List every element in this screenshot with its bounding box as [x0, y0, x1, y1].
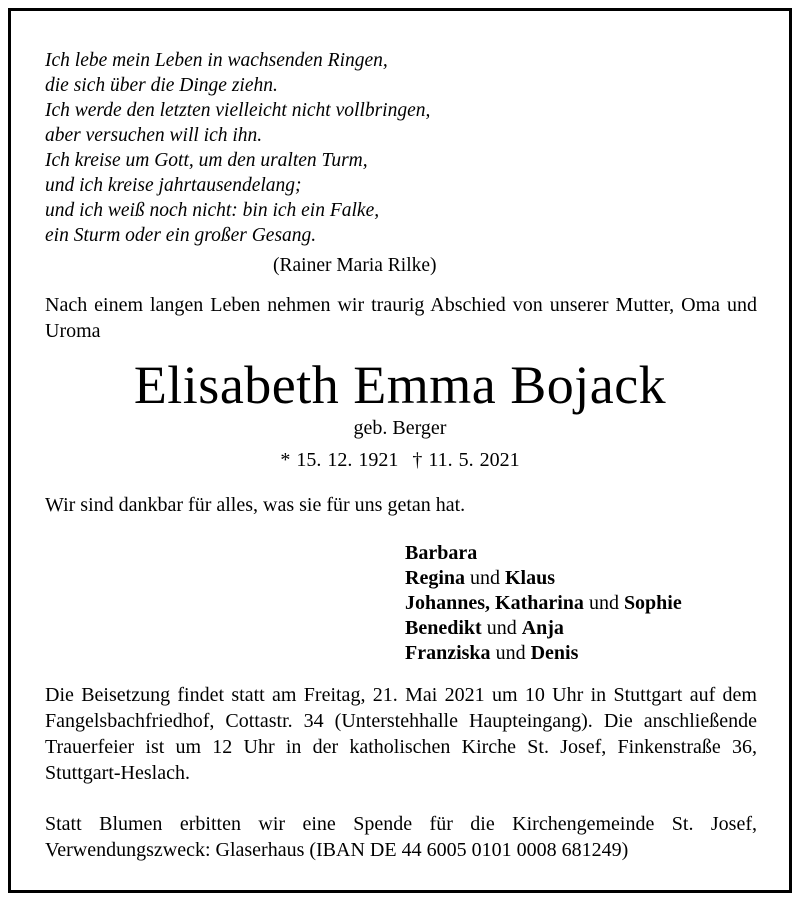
mourner-row: [405, 616, 682, 641]
mourner-row: [405, 541, 682, 566]
mourner-name: Johannes: [405, 592, 486, 614]
poem-line: die sich über die Dinge ziehn.: [45, 75, 278, 96]
conjunction: und: [486, 617, 517, 639]
obituary-frame: [8, 8, 792, 893]
gratitude-text: Wir sind dankbar für alles, was sie für uns getan hat.: [45, 494, 466, 516]
poem-author: (Rainer Maria Rilke): [273, 255, 437, 276]
mourner-name: Regina: [405, 567, 465, 589]
donation-notice: Statt Blumen erbitten wir eine Spende für die Kirchengemeinde St. Josef, Verwendungszweck: Glaserhaus (IBAN DE 44 6005 0101 0008 681249): [45, 813, 757, 861]
mourner-name: Benedikt: [405, 617, 482, 639]
mourners-list: [405, 541, 682, 666]
mourner-row: [405, 641, 682, 666]
conjunction: und: [470, 567, 500, 589]
mourner-name: Sophie: [623, 592, 682, 614]
maiden-name: geb. Berger: [353, 417, 447, 439]
mourner-row: [405, 591, 682, 616]
conjunction: und: [495, 642, 526, 664]
birth-date: * 15. 12. 1921: [280, 449, 399, 471]
deceased-name: Elisabeth Emma Bojack: [133, 355, 667, 415]
mourner-row: [405, 566, 682, 591]
poem: [45, 48, 430, 248]
poem-line: Ich lebe mein Leben in wachsenden Ringen,: [45, 50, 388, 71]
life-dates: [11, 449, 789, 472]
comma: ,: [485, 592, 491, 614]
mourner-name: Franziska: [405, 642, 491, 664]
poem-line: und ich weiß noch nicht: bin ich ein Falke,: [45, 200, 380, 221]
intro-text: Nach einem langen Leben nehmen wir traurig Abschied von unserer Mutter, Oma und Uroma: [45, 294, 757, 342]
mourner-name: Klaus: [505, 567, 556, 589]
poem-line: Ich kreise um Gott, um den uralten Turm,: [45, 150, 368, 171]
poem-line: ein Sturm oder ein großer Gesang.: [45, 225, 317, 246]
poem-line: und ich kreise jahrtausendelang;: [45, 175, 302, 196]
mourner-name: Denis: [530, 642, 579, 664]
poem-line: Ich werde den letzten vielleicht nicht vollbringen,: [45, 100, 431, 121]
death-date: † 11. 5. 2021: [412, 449, 520, 471]
mourner-name: Anja: [521, 617, 564, 639]
poem-line: aber versuchen will ich ihn.: [45, 125, 263, 146]
funeral-notice: Die Beisetzung findet statt am Freitag, 21. Mai 2021 um 10 Uhr in Stuttgart auf dem Fangelsbachfriedhof, Cottastr. 34 (Unterstehhalle Haupteingang). Die anschließende Trauerfeier ist um 12 Uhr in der katholischen Kirche St. Josef, Finkenstraße 36, Stuttgart-Heslach.: [45, 684, 757, 784]
conjunction: und: [588, 592, 619, 614]
mourner-name: Katharina: [495, 592, 584, 614]
mourner-name: Barbara: [405, 542, 478, 564]
